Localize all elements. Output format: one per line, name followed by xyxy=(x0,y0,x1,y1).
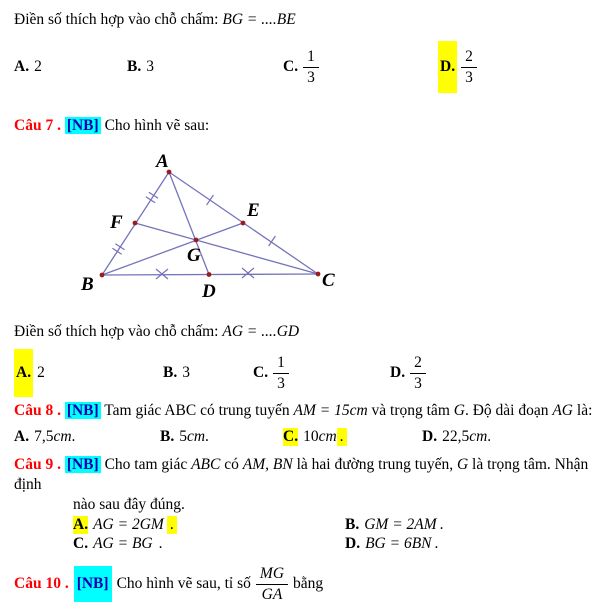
q6-option-a xyxy=(14,41,42,93)
q9-option-d xyxy=(345,534,438,553)
q7-option-a-letter: A. xyxy=(16,364,32,381)
q8-math-ag: AG xyxy=(552,402,574,419)
vertex-dot-e xyxy=(241,221,246,226)
q6-prompt-line xyxy=(0,0,600,31)
q7-option-a xyxy=(14,349,45,397)
q8-text-3: . Độ dài đoạn xyxy=(464,402,549,419)
q9-label: Câu 9 . xyxy=(14,456,61,473)
q8-math-am: AM = 15cm xyxy=(293,402,368,419)
q9-option-a xyxy=(73,515,177,534)
vertex-label-b: B xyxy=(81,274,94,295)
q6-option-b-value: 3 xyxy=(146,58,154,75)
q9-option-b-dot: . xyxy=(439,515,444,533)
q9-options-row-2 xyxy=(0,534,600,553)
q10-fraction-denominator: GA xyxy=(261,585,283,603)
q9-header xyxy=(0,455,600,495)
q10-label: Câu 10 . xyxy=(14,575,69,592)
vertex-label-f: F xyxy=(110,212,123,233)
q8-nb-tag: [NB] xyxy=(66,402,99,419)
q9-math-g: G xyxy=(456,456,469,473)
q6-option-c xyxy=(283,41,319,93)
q8-option-b-dot: . xyxy=(205,428,209,445)
tick-fb-2 xyxy=(115,244,124,250)
q8-option-a-dot: . xyxy=(71,428,76,445)
q9-text-1: Cho tam giác xyxy=(104,456,188,473)
q8-text-4: là: xyxy=(576,402,593,419)
vertex-dot-c xyxy=(316,272,321,277)
q6-option-d-numerator: 2 xyxy=(461,48,477,67)
q6-option-b-letter: B. xyxy=(127,58,142,75)
q7-option-d xyxy=(390,349,426,397)
q6-option-a-value: 2 xyxy=(34,58,42,75)
q9-option-b-letter: B. xyxy=(345,515,360,533)
q6-formula: BG = ....BE xyxy=(222,11,296,28)
q8-option-c xyxy=(283,425,347,449)
q8-text-2: và trọng tâm xyxy=(371,402,450,419)
q9-math-ambn: AM, BN xyxy=(242,456,293,473)
q8-options-row xyxy=(0,425,600,449)
q7-option-c-fraction xyxy=(273,354,289,392)
q10-fraction-numerator: MG xyxy=(256,565,288,584)
q6-option-b xyxy=(127,41,154,93)
q7-option-b-value: 3 xyxy=(182,364,190,381)
q6-option-c-numerator: 1 xyxy=(303,48,319,67)
q9-option-d-letter: D. xyxy=(345,534,361,552)
q7-option-b xyxy=(163,349,190,397)
q9-option-c xyxy=(73,534,163,553)
q9-option-c-formula: AG = BG xyxy=(93,534,153,552)
q6-option-d-fraction xyxy=(461,48,477,86)
q8-option-d xyxy=(422,425,491,449)
vertex-dots xyxy=(100,170,321,278)
q8-label: Câu 8 . xyxy=(14,402,61,419)
q7-option-c xyxy=(253,349,289,397)
q7-option-d-numerator: 2 xyxy=(410,354,426,373)
q7-option-c-denominator: 3 xyxy=(277,374,285,392)
q8-header xyxy=(0,399,600,423)
q7-option-d-denominator: 3 xyxy=(414,374,422,392)
vertex-dot-d xyxy=(207,272,212,277)
q8-option-b-value: 5 xyxy=(179,428,187,445)
vertex-label-c: C xyxy=(322,270,335,291)
vertex-label-a: A xyxy=(156,151,169,172)
q6-answer-highlight xyxy=(438,41,457,93)
q7-intro: Cho hình vẽ sau: xyxy=(104,117,210,134)
q8-option-d-value: 22,5 xyxy=(442,428,470,445)
q9-option-c-letter: C. xyxy=(73,534,89,552)
q8-option-c-value: 10 xyxy=(303,428,319,445)
q7-options-row xyxy=(0,349,600,397)
q6-prompt: Điền số thích hợp vào chỗ chấm: xyxy=(14,11,219,28)
q7-option-d-letter: D. xyxy=(390,364,406,381)
q9-options-row-1 xyxy=(0,515,600,534)
q10-text-1: Cho hình vẽ sau, tỉ số xyxy=(116,575,251,592)
vertex-label-d: D xyxy=(202,281,216,302)
q7-option-b-letter: B. xyxy=(163,364,178,381)
centroid-label-g: G xyxy=(187,245,201,266)
q9-option-d-formula: BG = 6BN xyxy=(365,534,432,552)
q9-text-4: là trọng tâm. Nhận định xyxy=(14,456,589,493)
q7-prompt: Điền số thích hợp vào chỗ chấm: xyxy=(14,323,219,340)
q7-formula: AG = ....GD xyxy=(222,323,300,340)
q9-answer-highlight: A. xyxy=(73,515,89,533)
q9-option-b-formula: GM = 2AM xyxy=(364,515,437,533)
q8-option-b xyxy=(160,425,209,449)
q8-option-d-letter: D. xyxy=(422,428,438,445)
triangle-figure-container xyxy=(0,139,600,307)
q9-option-a-formula: AG = 2GM xyxy=(93,515,164,533)
vertex-dot-f xyxy=(133,221,138,226)
q8-option-b-unit: cm xyxy=(186,428,206,445)
q8-option-b-letter: B. xyxy=(160,428,175,445)
q6-option-a-letter: A. xyxy=(14,58,30,75)
q8-option-c-unit: cm xyxy=(318,428,337,445)
q8-option-a-value: 7,5 xyxy=(34,428,54,445)
q6-option-d xyxy=(438,41,477,93)
q8-text-1: Tam giác ABC có trung tuyến xyxy=(104,402,290,419)
q10-nb-tag: [NB] xyxy=(74,566,112,602)
q6-option-d-letter: D. xyxy=(440,58,456,75)
tick-fb-1 xyxy=(112,248,121,254)
q8-option-a xyxy=(14,425,75,449)
q9-option-c-dot: . xyxy=(158,534,163,552)
q9-text-2: có xyxy=(224,456,239,473)
q8-option-a-letter: A. xyxy=(14,428,30,445)
q7-option-d-fraction xyxy=(410,354,426,392)
q9-option-d-dot: . xyxy=(434,534,439,552)
q6-option-d-denominator: 3 xyxy=(465,68,473,86)
q10-text-2: bằng xyxy=(293,575,324,592)
q9-math-abc: ABC xyxy=(191,456,221,473)
vertex-label-e: E xyxy=(247,200,260,221)
q8-option-a-unit: cm xyxy=(53,428,72,445)
q8-option-d-dot: . xyxy=(487,428,492,445)
q7-prompt-line xyxy=(0,321,600,343)
median-cf xyxy=(135,223,318,274)
q6-option-c-denominator: 3 xyxy=(307,68,315,86)
q6-option-c-fraction xyxy=(303,48,319,86)
tick-ae xyxy=(207,195,214,205)
q9-nb-tag: [NB] xyxy=(66,456,99,473)
q8-answer-highlight: C. xyxy=(283,428,299,445)
q7-nb-tag: [NB] xyxy=(66,117,99,134)
q8-option-c-dot: . xyxy=(337,428,347,446)
q8-option-d-unit: cm xyxy=(469,428,488,445)
q7-option-c-numerator: 1 xyxy=(273,354,289,373)
tick-af-2 xyxy=(149,192,158,198)
q10-header xyxy=(0,561,600,607)
tick-af-1 xyxy=(146,197,155,203)
centroid-dot-g xyxy=(194,238,199,243)
q10-fraction xyxy=(256,565,288,603)
q7-option-a-value: 2 xyxy=(37,364,45,381)
q9-option-b xyxy=(345,515,444,534)
q7-answer-highlight xyxy=(14,349,33,397)
q9-header-line2: nào sau đây đúng. xyxy=(73,496,185,513)
q9-text-3: là hai đường trung tuyến, xyxy=(296,456,454,473)
q6-option-c-letter: C. xyxy=(283,58,299,75)
q7-header xyxy=(0,115,600,137)
q7-label: Câu 7 . xyxy=(14,117,61,134)
triangle-figure xyxy=(78,139,356,307)
vertex-dot-b xyxy=(100,273,105,278)
q8-math-g: G xyxy=(453,402,465,419)
q7-option-c-letter: C. xyxy=(253,364,269,381)
q6-options-row xyxy=(0,41,600,93)
q9-option-a-dot: . xyxy=(167,516,177,534)
